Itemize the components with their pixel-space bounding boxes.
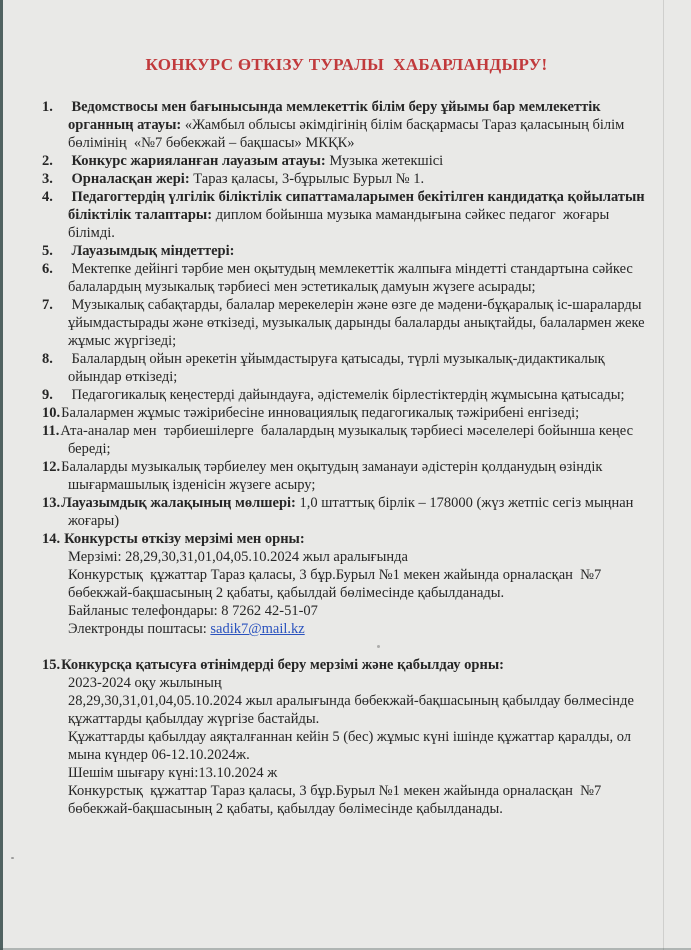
item-number: 7. [42,297,53,313]
item-14-heading-line [42,530,651,548]
item-heading: Конкурс жарияланған лауазым атауы: [71,153,326,169]
list-item-13 [42,494,651,530]
detail-line-term: Мерзімі: 28,29,30,31,01,04,05.10.2024 жыл аралығында [68,549,408,565]
item-text: Ата-аналар мен тәрбиешілерге балалардың музыкалық тәрбиесі мәселелері бойынша кеңес береді; [60,423,634,457]
detail-line-address: Конкурстық құжаттар Тараз қаласы, 3 бұр.Бурыл №1 мекен жайында орналасқан №7 бөбекжай-бақшасының 2 қабаты, қабылдай бөлімесінде қабылданады. [68,567,602,601]
item-number: 11. [42,423,60,439]
item-number: 5. [42,243,53,259]
item-heading: Лауазымдық міндеттері: [71,243,235,259]
item-text: Мектепке дейінгі тәрбие мен оқытудың мемлекеттік жалпыға міндетті стандартына сәйкес балалардың музыкалық тәрбиесі мен эстетикалық дамуын жүзеге асырады; [68,261,633,295]
item-heading: Лауазымдық жалақының мөлшері: [61,495,296,511]
item-number: 14. [42,531,61,547]
item-text: Музыкалық сабақтарды, балалар мерекелерін және өзге де мәдени-бұқаралық іс-шараларды ұйымдастырады және өткізеді, музыкалық дарынды балаларды анықтайды, балалармен жеке жұмыс жүргізеді; [68,297,645,349]
detail-line-address: Конкурстық құжаттар Тараз қаласы, 3 бұр.Бурыл №1 мекен жайында орналасқан №7 бөбекжай-бақшасының 2 қабаты, қабылдау бөлімесінде қабылданады. [68,783,602,817]
list-item-15 [42,656,651,818]
item-number: 15. [42,657,61,673]
item-number: 13. [42,495,61,511]
item-number: 10. [42,405,61,421]
item-text: Тараз қаласы, 3-бұрылыс Бурыл № 1. [193,171,425,187]
list-item-4 [42,188,651,242]
list-item-1 [42,98,651,152]
list-item-8 [42,350,651,386]
list-item-3 [42,170,651,188]
list-item-6 [42,260,651,296]
list-item-10 [42,404,651,422]
list-item-2 [42,152,651,170]
item-number: 4. [42,189,53,205]
list-item-11 [42,422,651,458]
item-text: диплом бойынша музыка мамандығына сәйкес педагог жоғары білімді. [68,207,610,241]
item-heading: Педагогтердің үлгілік біліктілік сипаттамаларымен бекітілген кандидатқа қойылатын біліктілік талаптары: [68,189,645,223]
numbered-list [42,98,651,818]
detail-line-phone: Байланыс телефондары: 8 7262 42-51-07 [68,603,318,619]
item-text: «Жамбыл облысы әкімдігінің білім басқармасы Тараз қаласының білім бөлімінің «№7 бөбекжай – бақшасы» МКҚК» [68,117,625,151]
detail-line-decision-date: Шешім шығару күні:13.10.2024 ж [68,765,278,781]
item-number: 1. [42,99,53,115]
item-heading: Конкурсты өткізу мерзімі мен орны: [64,531,305,547]
item-heading: Ведомствосы мен бағынысында мемлекеттік білім беру ұйымы бар мемлекеттік органның атауы: [68,99,601,133]
detail-line-dates: 28,29,30,31,01,04,05.10.2024 жыл аралығында бөбекжай-бақшасының қабылдау бөлмесінде құжаттарды қабылдау жүргізе бастайды. [68,693,634,727]
email-label: Электронды поштасы: [68,621,211,637]
item-number: 3. [42,171,53,187]
detail-line-school-year: 2023-2024 оқу жылының [68,675,222,691]
item-number: 6. [42,261,53,277]
list-item-14 [42,530,651,638]
item-text: Педагогикалық кеңестерді дайындауға, әдістемелік бірлестіктердің жұмысына қатысады; [71,387,625,403]
item-number: 12. [42,459,61,475]
detail-line-email [42,620,651,638]
document-title: КОНКУРС ӨТКІЗУ ТУРАЛЫ ХАБАРЛАНДЫРУ! [145,55,548,74]
item-15-heading-line [42,656,651,674]
list-item-12 [42,458,651,494]
item-text: Балалармен жұмыс тәжірибесіне инновациялық педагогикалық тәжірибені енгізеді; [61,405,580,421]
detail-line-review: Құжаттарды қабылдау аяқталғаннан кейін 5 (бес) жұмыс күні ішінде құжаттар қаралды, ол мына күндер 06-12.10.2024ж. [68,729,632,763]
item-text: 1,0 штаттық бірлік – 178000 (жүз жетпіс сегіз мыңнан жоғары) [68,495,634,529]
item-number: 2. [42,153,53,169]
email-link[interactable]: sadik7@mail.kz [210,621,305,637]
item-heading: Орналасқан жері: [71,171,190,187]
list-item-7 [42,296,651,350]
item-text: Балаларды музыкалық тәрбиелеу мен оқытудың заманауи әдістерін қолданудың өзіндік шығармашылық ізденісін жүзеге асыру; [61,459,603,493]
item-text: Музыка жетекшісі [329,153,444,169]
item-number: 9. [42,387,53,403]
list-item-5 [42,242,651,260]
item-heading: Конкурсқа қатысуға өтінімдерді беру мерзімі және қабылдау орны: [61,657,504,673]
item-number: 8. [42,351,53,367]
list-item-9 [42,386,651,404]
item-text: Балалардың ойын әрекетін ұйымдастыруға қатысады, түрлі музыкалық-дидактикалық ойындар өткізеді; [68,351,605,385]
